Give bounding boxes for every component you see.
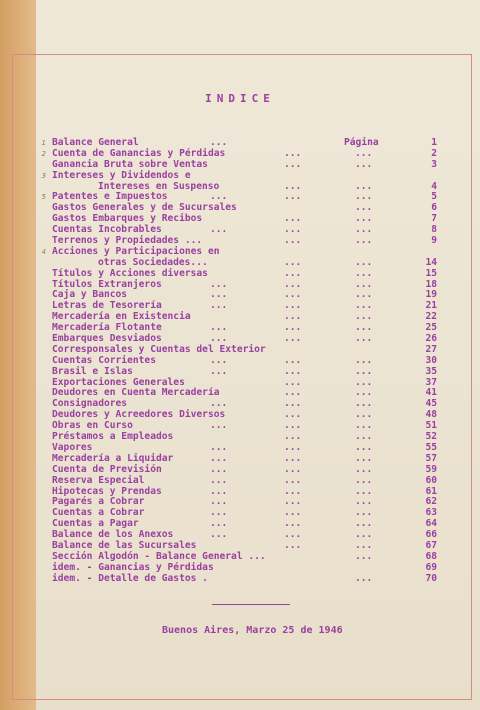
page-number: 3 xyxy=(431,158,437,170)
page-number: 68 xyxy=(425,550,437,562)
entry-title: Mercadería Flotante xyxy=(52,322,162,334)
leader-dots: ... xyxy=(284,539,302,551)
leader-dots: ... xyxy=(210,518,228,530)
leader-dots: ... xyxy=(210,474,228,486)
page-number: 52 xyxy=(425,431,437,443)
leader-dots: ... xyxy=(355,550,373,562)
index-entry xyxy=(52,465,437,476)
leader-dots: ... xyxy=(210,300,228,312)
leader-dots: ... xyxy=(210,463,228,475)
entry-title: Letras de Tesorería xyxy=(52,300,162,312)
entry-title: Vapores xyxy=(52,441,93,453)
entry-title: Deudores en Cuenta Mercadería xyxy=(52,387,220,399)
page-number: 27 xyxy=(425,343,437,355)
entry-title: Intereses en Suspenso xyxy=(98,180,220,192)
page-number: 5 xyxy=(431,191,437,203)
entry-title: Reserva Especial xyxy=(52,474,145,486)
leader-dots: ... xyxy=(284,147,302,159)
page-number: 57 xyxy=(425,452,437,464)
leader-dots: ... xyxy=(355,376,373,388)
leader-dots: ... xyxy=(284,267,302,279)
leader-dots: ... xyxy=(284,376,302,388)
entry-title: Corresponsales y Cuentas del Exterior xyxy=(52,343,266,355)
leader-dots: ... xyxy=(284,485,302,497)
index-list xyxy=(41,137,437,585)
entry-title: Obras en Curso xyxy=(52,420,133,432)
leader-dots: ... xyxy=(210,365,228,377)
page-number: 22 xyxy=(425,311,437,323)
leader-dots: ... xyxy=(355,180,373,192)
entry-title: Títulos y Acciones diversas xyxy=(52,267,208,279)
entry-title: Intereses y Dividendos e xyxy=(52,169,191,181)
leader-dots: ... xyxy=(355,365,373,377)
page-number: 55 xyxy=(425,441,437,453)
footer-rule xyxy=(212,604,290,605)
leader-dots: ... xyxy=(355,235,373,247)
leader-dots: ... xyxy=(284,431,302,443)
page-number: 45 xyxy=(425,398,437,410)
leader-dots: ... xyxy=(284,529,302,541)
margin-note: 3 xyxy=(41,171,46,180)
page-number: 7 xyxy=(431,213,437,225)
leader-dots: ... xyxy=(210,191,228,203)
entry-title: Patentes e Impuestos xyxy=(52,191,168,203)
leader-dots: ... xyxy=(355,278,373,290)
document-title: INDICE xyxy=(205,92,275,105)
page-number: 70 xyxy=(425,572,437,584)
page-number: 41 xyxy=(425,387,437,399)
index-entry xyxy=(52,367,437,378)
leader-dots: ... xyxy=(284,311,302,323)
leader-dots: ... xyxy=(210,529,228,541)
page-number: 61 xyxy=(425,485,437,497)
entry-title: Consignadores xyxy=(52,398,128,410)
page-column-header: Página xyxy=(344,137,379,148)
leader-dots: ... xyxy=(284,441,302,453)
leader-dots: ... xyxy=(355,289,373,301)
leader-dots: ... xyxy=(355,409,373,421)
leader-dots: ... xyxy=(284,420,302,432)
index-entry xyxy=(52,563,437,574)
leader-dots: ... xyxy=(284,474,302,486)
leader-dots: ... xyxy=(355,311,373,323)
leader-dots: ... xyxy=(284,518,302,530)
entry-title: Hipotecas y Prendas xyxy=(52,485,162,497)
entry-title: Cuentas a Cobrar xyxy=(52,507,145,519)
leader-dots: ... xyxy=(284,235,302,247)
leader-dots: ... xyxy=(210,289,228,301)
entry-title: Exportaciones Generales xyxy=(52,376,185,388)
entry-title: Pagarés a Cobrar xyxy=(52,496,145,508)
leader-dots: ... xyxy=(284,322,302,334)
leader-dots: ... xyxy=(284,180,302,192)
page-number: 37 xyxy=(425,376,437,388)
leader-dots: ... xyxy=(210,354,228,366)
leader-dots: ... xyxy=(355,191,373,203)
entry-title: Cuenta de Previsión xyxy=(52,463,162,475)
page-number: 51 xyxy=(425,420,437,432)
leader-dots: ... xyxy=(355,518,373,530)
page-number: 48 xyxy=(425,409,437,421)
page-number: 19 xyxy=(425,289,437,301)
entry-title: Sección Algodón - Balance General ... xyxy=(52,550,266,562)
leader-dots: ... xyxy=(210,333,228,345)
leader-dots: ... xyxy=(284,256,302,268)
leader-dots: ... xyxy=(210,278,228,290)
footer-date: Buenos Aires, Marzo 25 de 1946 xyxy=(162,625,343,636)
entry-title: Títulos Extranjeros xyxy=(52,278,162,290)
leader-dots: ... xyxy=(355,354,373,366)
entry-title: Acciones y Participaciones en xyxy=(52,245,220,257)
index-entry xyxy=(41,169,437,182)
entry-title: Cuenta de Ganancias y Pérdidas xyxy=(52,147,226,159)
leader-dots: ... xyxy=(355,463,373,475)
leader-dots: ... xyxy=(284,224,302,236)
leader-dots: ... xyxy=(284,365,302,377)
leader-dots: ... xyxy=(355,507,373,519)
page-number: 35 xyxy=(425,365,437,377)
leader-dots: ... xyxy=(210,420,228,432)
leader-dots: ... xyxy=(355,213,373,225)
entry-title: Deudores y Acreedores Diversos xyxy=(52,409,226,421)
leader-dots: ... xyxy=(355,322,373,334)
leader-dots: ... xyxy=(355,147,373,159)
page-number: 15 xyxy=(425,267,437,279)
leader-dots: ... xyxy=(284,213,302,225)
index-entry xyxy=(52,269,437,280)
leader-dots: ... xyxy=(355,452,373,464)
index-entry xyxy=(52,574,437,585)
page-number: 26 xyxy=(425,333,437,345)
leader-dots: ... xyxy=(355,539,373,551)
page-number: 1 xyxy=(431,137,437,148)
entry-title: Embarques Desviados xyxy=(52,333,162,345)
leader-dots: ... xyxy=(355,474,373,486)
index-entry xyxy=(52,476,437,487)
page-number: 6 xyxy=(431,202,437,214)
entry-title: otras Sociedades... xyxy=(98,256,208,268)
entry-title: idem. - Detalle de Gastos . xyxy=(52,572,208,584)
leader-dots: ... xyxy=(355,202,373,214)
leader-dots: ... xyxy=(284,452,302,464)
margin-note: 4 xyxy=(41,247,46,256)
leader-dots: ... xyxy=(210,398,228,410)
page-number: 4 xyxy=(431,180,437,192)
page-number: 2 xyxy=(431,147,437,159)
entry-title: Balance General xyxy=(52,137,139,148)
page-number: 59 xyxy=(425,463,437,475)
leader-dots: ... xyxy=(355,224,373,236)
entry-title: Mercadería a Liquidar xyxy=(52,452,174,464)
leader-dots: ... xyxy=(355,485,373,497)
leader-dots: ... xyxy=(284,300,302,312)
leader-dots: ... xyxy=(284,507,302,519)
leader-dots: ... xyxy=(210,496,228,508)
page-number: 66 xyxy=(425,529,437,541)
entry-title: Cuentas a Pagar xyxy=(52,518,139,530)
leader-dots: ... xyxy=(210,322,228,334)
page-number: 67 xyxy=(425,539,437,551)
leader-dots: ... xyxy=(355,398,373,410)
leader-dots: ... xyxy=(355,431,373,443)
page-number: 25 xyxy=(425,322,437,334)
leader-dots: ... xyxy=(210,485,228,497)
page-number: 21 xyxy=(425,300,437,312)
leader-dots: ... xyxy=(355,420,373,432)
leader-dots: ... xyxy=(355,441,373,453)
entry-title: Gastos Embarques y Recibos xyxy=(52,213,203,225)
margin-note: 5 xyxy=(41,193,46,202)
entry-title: idem. - Ganancias y Pérdidas xyxy=(52,561,214,573)
leader-dots: ... xyxy=(210,441,228,453)
leader-dots: ... xyxy=(284,333,302,345)
entry-title: Balance de los Anexos xyxy=(52,529,174,541)
leader-dots: ... xyxy=(284,463,302,475)
entry-title: Préstamos a Empleados xyxy=(52,431,174,443)
page-number: 30 xyxy=(425,354,437,366)
page-number: 18 xyxy=(425,278,437,290)
leader-dots: ... xyxy=(355,158,373,170)
leader-dots: ... xyxy=(355,256,373,268)
margin-note: 1 xyxy=(41,139,46,147)
leader-dots: ... xyxy=(355,387,373,399)
leader-dots: ... xyxy=(355,300,373,312)
leader-dots: ... xyxy=(284,398,302,410)
page-number: 62 xyxy=(425,496,437,508)
leader-dots: ... xyxy=(355,333,373,345)
page-number: 9 xyxy=(431,235,437,247)
margin-note: 2 xyxy=(41,149,46,158)
leader-dots: ... xyxy=(355,267,373,279)
leader-dots: ... xyxy=(284,278,302,290)
entry-title: Brasil e Islas xyxy=(52,365,133,377)
leader-dots: ... xyxy=(210,452,228,464)
leader-dots: ... xyxy=(355,496,373,508)
leader-dots: ... xyxy=(284,409,302,421)
entry-title: Ganancia Bruta sobre Ventas xyxy=(52,158,208,170)
entry-title: Mercadería en Existencia xyxy=(52,311,191,323)
page-number: 8 xyxy=(431,224,437,236)
leader-dots: ... xyxy=(284,158,302,170)
entry-title: Gastos Generales y de Sucursales xyxy=(52,202,237,214)
leader-dots: ... xyxy=(355,572,373,584)
index-entry xyxy=(52,432,437,443)
page-number: 69 xyxy=(425,561,437,573)
entry-title: Caja y Bancos xyxy=(52,289,128,301)
leader-dots: ... xyxy=(284,191,302,203)
leader-dots: ... xyxy=(210,137,228,148)
leader-dots: ... xyxy=(284,289,302,301)
page-number: 64 xyxy=(425,518,437,530)
entry-title: Balance de las Sucursales xyxy=(52,539,197,551)
leader-dots: ... xyxy=(284,496,302,508)
page-number: 14 xyxy=(425,256,437,268)
page-number: 63 xyxy=(425,507,437,519)
leader-dots: ... xyxy=(284,354,302,366)
entry-title: Cuentas Incobrables xyxy=(52,224,162,236)
leader-dots: ... xyxy=(210,507,228,519)
leader-dots: ... xyxy=(355,529,373,541)
leader-dots: ... xyxy=(284,387,302,399)
page-number: 60 xyxy=(425,474,437,486)
entry-title: Cuentas Corrientes xyxy=(52,354,156,366)
entry-title: Terrenos y Propiedades ... xyxy=(52,235,203,247)
leader-dots: ... xyxy=(210,224,228,236)
